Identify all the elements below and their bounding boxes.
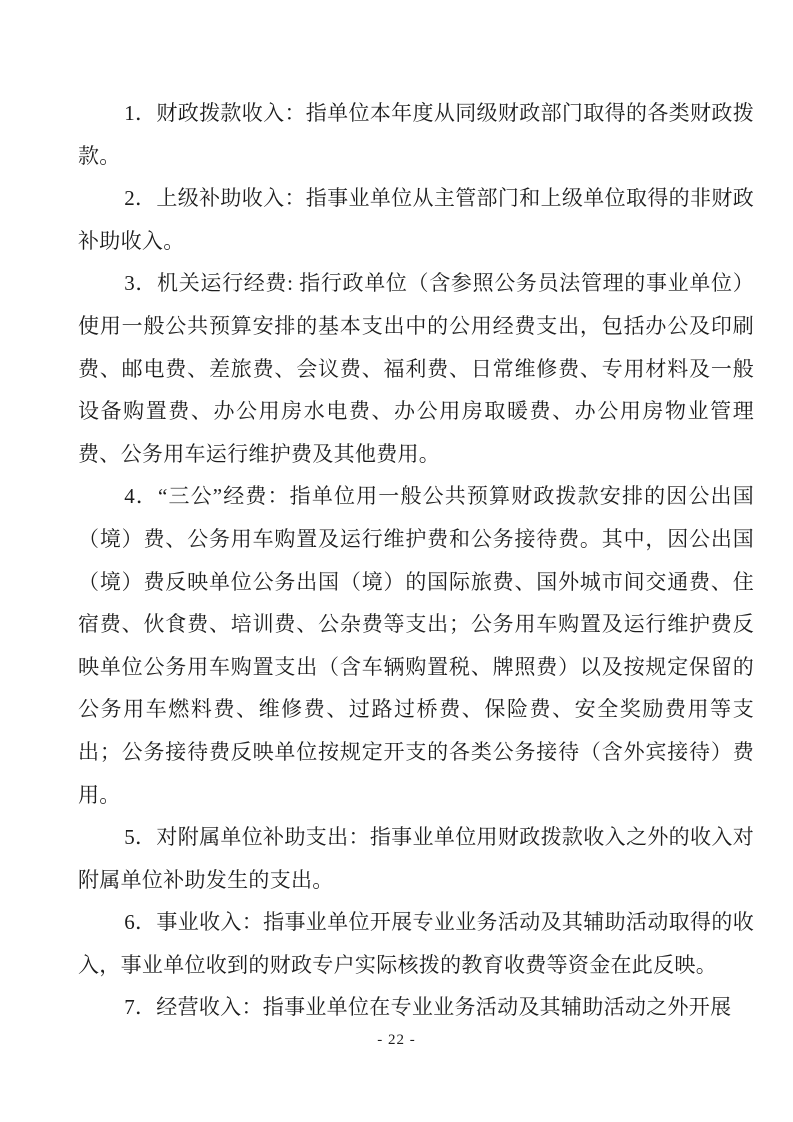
paragraph-superior-subsidy-income: 2．上级补助收入：指事业单位从主管部门和上级单位取得的非财政补助收入。 <box>78 186 754 253</box>
paragraph-operating-income: 7．经营收入：指事业单位在专业业务活动及其辅助活动之外开展 <box>124 995 732 1020</box>
page-number: - 22 - <box>377 1032 416 1048</box>
paragraph-fiscal-appropriation-income: 1．财政拨款收入：指单位本年度从同级财政部门取得的各类财政拨款。 <box>78 101 754 168</box>
paragraph-business-income: 6．事业收入：指事业单位开展专业业务活动及其辅助活动取得的收入，事业单位收到的财政专户实际核拨的教育收费等资金在此反映。 <box>78 910 754 977</box>
paragraph-agency-operating-funds: 3．机关运行经费: 指行政单位（含参照公务员法管理的事业单位）使用一般公共预算安排的基本支出中的公用经费支出，包括办公及印刷费、邮电费、差旅费、会议费、福利费、日常维修费、专用材料及一般设备购置费、办公用房水电费、办公用房取暖费、办公用房物业管理费、公务用车运行维护费及其他费用。 <box>78 271 754 466</box>
paragraph-three-public-expenses: 4．“三公”经费：指单位用一般公共预算财政拨款安排的因公出国（境）费、公务用车购置及运行维护费和公务接待费。其中，因公出国（境）费反映单位公务出国（境）的国际旅费、国外城市间交通费、住宿费、伙食费、培训费、公杂费等支出；公务用车购置及运行维护费反映单位公务用车购置支出（含车辆购置税、牌照费）以及按规定保留的公务用车燃料费、维修费、过路过桥费、保险费、安全奖励费用等支出；公务接待费反映单位按规定开支的各类公务接待（含外宾接待）费用。 <box>78 484 754 807</box>
paragraph-subsidy-to-affiliated-units: 5．对附属单位补助支出：指事业单位用财政拨款收入之外的收入对附属单位补助发生的支出。 <box>78 825 754 892</box>
body-text <box>78 92 754 1029</box>
